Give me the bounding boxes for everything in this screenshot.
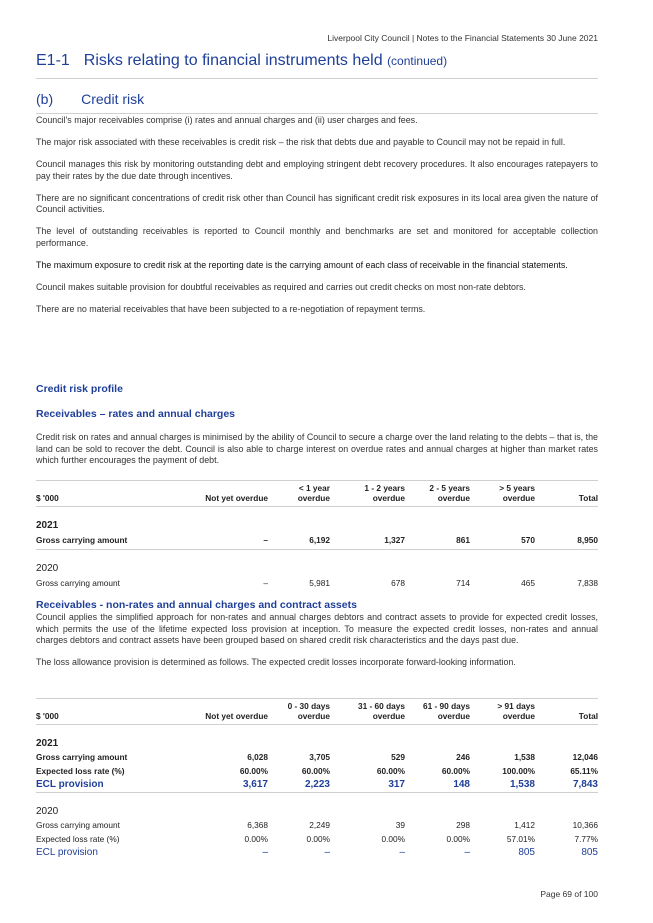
table-cell: 7.77% <box>574 834 598 844</box>
table-cell: 148 <box>453 779 470 790</box>
table-cell: 805 <box>581 847 598 858</box>
row-label: ECL provision <box>36 779 104 790</box>
table-cell: 465 <box>521 577 535 588</box>
row-label: Gross carrying amount <box>36 752 128 762</box>
table-cell: 298 <box>456 820 470 830</box>
table-cell: 246 <box>456 752 470 762</box>
year-row <box>36 725 598 750</box>
table-cell: 5,981 <box>309 577 330 588</box>
table-row <box>36 817 598 833</box>
column-header: Total <box>535 699 598 725</box>
nonrates-text: Council applies the simplified approach for non-rates and annual charges debtors and contract assets to provide for expected credit losses, which permits the use of the lifetime expected loss provision at inception. To measure the expected credit losses, non-rates and annual charges debtors and contract assets have been grouped based on shared credit risk characteristics and the days past due. <box>36 612 598 645</box>
rates-heading: Receivables – rates and annual charges <box>36 408 236 420</box>
row-label: Gross carrying amount <box>36 577 120 588</box>
table-cell: 100.00% <box>502 766 535 776</box>
column-header: 2 - 5 years overdue <box>405 481 470 507</box>
column-header: > 91 days overdue <box>470 699 535 725</box>
table-cell: 529 <box>391 752 405 762</box>
year-row <box>36 793 598 818</box>
table-cell: – <box>263 534 268 545</box>
table-cell: 0.00% <box>446 834 470 844</box>
paragraph: The major risk associated with these receivables is credit risk – the risk that debts due and payable to Council may not be repaid in full. <box>36 137 566 147</box>
column-header: $ '000 <box>36 699 186 725</box>
rates-text: Credit risk on rates and annual charges is minimised by the ability of Council to secure a charge over the land relating to the debts – that is, the land can be sold to recover the debt. Council is also able to charge interest on overdue rates and annual charges at higher than market rates which further encourages the payment of debt. <box>36 432 598 465</box>
table-cell: 6,028 <box>247 752 268 762</box>
row-label: Expected loss rate (%) <box>36 766 125 776</box>
year-row <box>36 507 598 532</box>
intro-body <box>36 115 598 326</box>
row-label: Gross carrying amount <box>36 820 120 830</box>
subhead-letter: (b) <box>36 91 54 107</box>
nonrates-text: The loss allowance provision is determined as follows. The expected credit losses incorporate forward-looking information. <box>36 656 516 667</box>
row-label: Gross carrying amount <box>36 534 128 545</box>
table-cell: 1,538 <box>514 752 535 762</box>
table-cell: 6,368 <box>247 820 268 830</box>
table-cell: 8,950 <box>577 534 598 545</box>
table-cell: 0.00% <box>381 834 405 844</box>
column-header: Total <box>535 481 598 507</box>
column-header: 0 - 30 days overdue <box>268 699 330 725</box>
row-label: ECL provision <box>36 847 98 858</box>
table-cell: – <box>464 847 470 858</box>
paragraph: There are no significant concentrations of credit risk other than Council has significant credit risk exposures in its local area given the nature of Council activities. <box>36 192 598 214</box>
paragraph: The maximum exposure to credit risk at the reporting date is the carrying amount of each class of receivable in the financial statements. <box>36 259 568 270</box>
table-cell: 57.01% <box>506 834 535 844</box>
column-header: 61 - 90 days overdue <box>405 699 470 725</box>
nonrates-table <box>36 698 598 860</box>
table-cell: 861 <box>456 534 470 545</box>
subhead-text: Credit risk <box>81 91 145 107</box>
table-cell: 805 <box>518 847 535 858</box>
table-cell: 60.00% <box>441 766 470 776</box>
rates-table <box>36 480 598 592</box>
table-cell: 3,617 <box>242 779 268 790</box>
table-cell: 1,412 <box>514 820 535 830</box>
table-row <box>36 574 598 592</box>
table-cell: 2,249 <box>309 820 330 830</box>
table-cell: 1,327 <box>384 534 405 545</box>
table-cell: – <box>262 847 268 858</box>
table-cell: 678 <box>391 577 405 588</box>
table-cell: 0.00% <box>244 834 268 844</box>
table-cell: 7,843 <box>572 779 598 790</box>
credit-risk-profile-heading: Credit risk profile <box>36 383 123 395</box>
table-cell: 0.00% <box>306 834 330 844</box>
rates-section <box>36 408 598 477</box>
section-subheading <box>36 91 598 114</box>
table-header-row <box>36 699 598 725</box>
table-cell: 12,046 <box>572 752 598 762</box>
table-row <box>36 765 598 777</box>
table-cell: – <box>324 847 330 858</box>
paragraph: Council manages this risk by monitoring outstanding debt and employing stringent debt recovery procedures. It also encourages ratepayers to pay their rates by the due date through incentives. <box>36 159 598 181</box>
row-label: Expected loss rate (%) <box>36 834 120 844</box>
title-suffix: (continued) <box>387 54 448 68</box>
paragraph: The level of outstanding receivables is reported to Council monthly and benchmarks are set and monitored for acceptable collection performance. <box>36 226 598 248</box>
paragraph: Council makes suitable provision for doubtful receivables as required and carries out credit checks on most non-rate debtors. <box>36 281 526 292</box>
year-label: 2020 <box>36 549 598 574</box>
year-row <box>36 549 598 574</box>
table-cell: 10,366 <box>572 820 598 830</box>
table-cell: 60.00% <box>239 766 268 776</box>
running-head: Liverpool City Council | Notes to the Financial Statements 30 June 2021 <box>327 33 598 43</box>
column-header: 31 - 60 days overdue <box>330 699 405 725</box>
nonrates-section <box>36 599 598 678</box>
table-cell: 60.00% <box>301 766 330 776</box>
table-row <box>36 845 598 860</box>
title-text: Risks relating to financial instruments held <box>83 52 383 69</box>
table-cell: 317 <box>388 779 405 790</box>
column-header: 1 - 2 years overdue <box>330 481 405 507</box>
column-header: $ '000 <box>36 481 186 507</box>
paragraph: Council's major receivables comprise (i) rates and annual charges and (ii) user charges and fees. <box>36 115 418 125</box>
column-header: > 5 years overdue <box>470 481 535 507</box>
table-cell: 6,192 <box>309 534 330 545</box>
table-cell: 65.11% <box>570 766 598 776</box>
page-number: Page 69 of 100 <box>540 889 598 899</box>
table-cell: 570 <box>521 534 535 545</box>
table-cell: 3,705 <box>309 752 330 762</box>
page-title <box>36 52 598 79</box>
nonrates-heading: Receivables - non-rates and annual charges and contract assets <box>36 599 357 611</box>
table-cell: – <box>399 847 405 858</box>
column-header: Not yet overdue <box>186 699 268 725</box>
table-row <box>36 531 598 549</box>
table-cell: – <box>263 577 268 588</box>
table-cell: 2,223 <box>304 779 330 790</box>
column-header: < 1 year overdue <box>268 481 330 507</box>
column-header: Not yet overdue <box>186 481 268 507</box>
table-cell: 7,838 <box>577 577 598 588</box>
table-header-row <box>36 481 598 507</box>
table-cell: 714 <box>456 577 470 588</box>
table-row <box>36 777 598 793</box>
title-number: E1-1 <box>36 52 70 69</box>
table-cell: 60.00% <box>376 766 405 776</box>
table-row <box>36 833 598 845</box>
year-label: 2021 <box>36 520 59 531</box>
table-row <box>36 749 598 765</box>
table-cell: 1,538 <box>509 779 535 790</box>
table-cell: 39 <box>395 820 405 830</box>
year-label: 2021 <box>36 738 59 749</box>
year-label: 2020 <box>36 793 598 818</box>
paragraph: There are no material receivables that have been subjected to a re-negotiation of repayment terms. <box>36 303 426 314</box>
